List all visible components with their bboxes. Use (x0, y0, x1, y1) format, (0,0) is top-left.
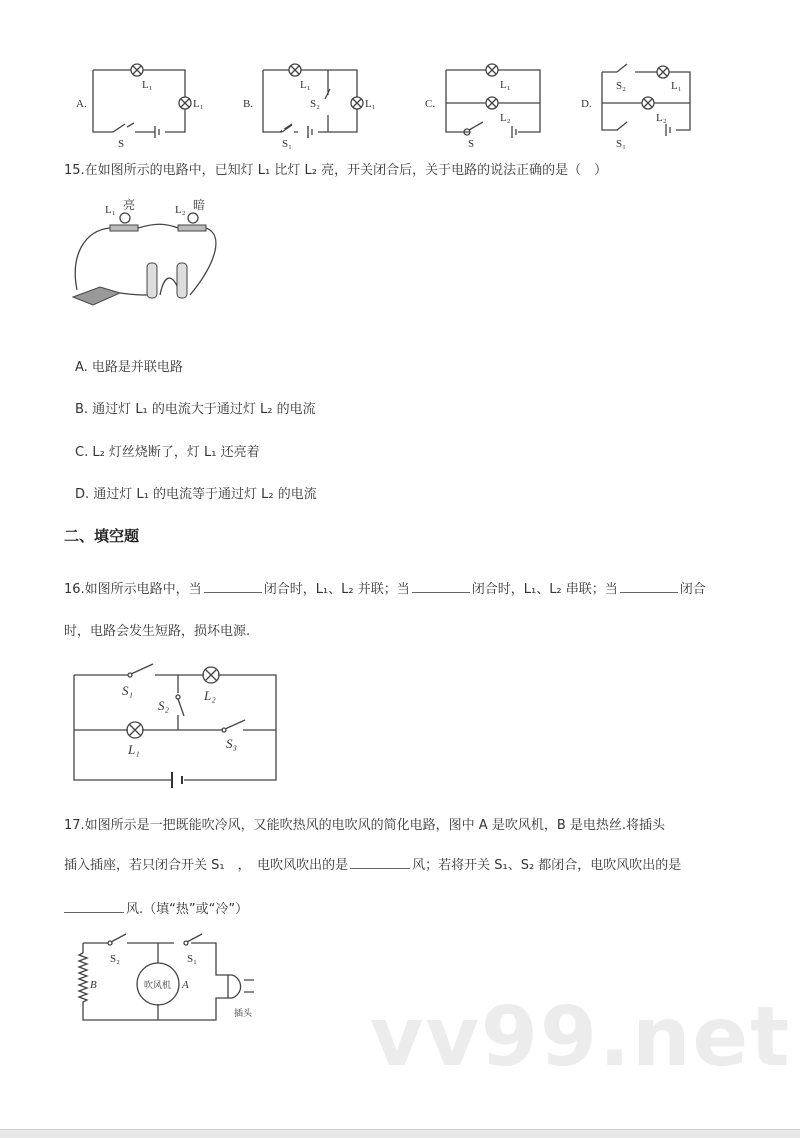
svg-text:亮: 亮 (123, 198, 136, 212)
battery-icon (172, 772, 182, 788)
answer-blank[interactable] (64, 900, 124, 913)
svg-text:暗: 暗 (193, 198, 206, 212)
q17-circuit (0, 920, 280, 1030)
svg-text:L₁: L₁ (193, 98, 204, 110)
svg-text:L₁: L₁ (300, 79, 311, 91)
svg-text:L₂: L₂ (175, 204, 186, 216)
answer-blank[interactable] (204, 580, 262, 593)
svg-text:S₃: S₃ (226, 736, 238, 751)
svg-text:C.: C. (425, 98, 436, 110)
svg-text:L₁: L₁ (142, 79, 153, 91)
bulb-icon (188, 213, 198, 223)
q15-option-a[interactable]: A. 电路是并联电路 (75, 360, 183, 375)
svg-text:S₁: S₁ (122, 683, 134, 698)
svg-text:A: A (182, 979, 189, 991)
q16-line1: 16.如图所示电路中，当 闭合时，L₁、L₂ 并联；当 闭合时，L₁、L₂ 串联；当 闭合 (64, 582, 706, 597)
svg-text:B: B (90, 979, 97, 991)
circuit-c (425, 64, 540, 150)
svg-text:S₂: S₂ (310, 98, 320, 110)
section-title: 二、填空题 (64, 527, 140, 545)
option-a-label: A. (76, 98, 87, 110)
battery-icon (177, 263, 187, 298)
answer-blank[interactable] (620, 580, 678, 593)
svg-text:L₁: L₁ (105, 204, 116, 216)
q16-line2: 时，电路会发生短路，损坏电源. (64, 624, 251, 639)
svg-text:S: S (468, 138, 475, 150)
svg-text:L₂: L₂ (204, 688, 216, 703)
svg-text:吹风机: 吹风机 (144, 980, 172, 990)
q17-line1: 17.如图所示是一把既能吹冷风，又能吹热风的电吹风的简化电路，图中 A 是吹风机，B 是电热丝.将插头 (64, 818, 666, 833)
q15-option-b[interactable]: B. 通过灯 L₁ 的电流大于通过灯 L₂ 的电流 (75, 402, 316, 417)
svg-text:S₁: S₁ (282, 138, 292, 150)
q16-circuit (0, 660, 300, 790)
svg-text:B.: B. (243, 98, 254, 110)
q14-circuit-options (0, 55, 800, 150)
svg-text:S₂: S₂ (616, 80, 626, 92)
q15-figure (65, 195, 235, 315)
svg-text:L₁: L₁ (671, 80, 682, 92)
answer-blank[interactable] (350, 856, 410, 869)
circuit-d (581, 64, 690, 150)
battery-icon (147, 263, 157, 298)
svg-text:L₂: L₂ (656, 112, 667, 124)
q15-option-d[interactable]: D. 通过灯 L₁ 的电流等于通过灯 L₂ 的电流 (75, 487, 317, 502)
circuit-b (243, 64, 376, 150)
svg-text:D.: D. (581, 98, 592, 110)
circuit-a (76, 64, 204, 150)
q15-option-c[interactable]: C. L₂ 灯丝烧断了，灯 L₁ 还亮着 (75, 445, 260, 460)
svg-text:L₁: L₁ (365, 98, 376, 110)
bulb-icon (120, 213, 130, 223)
svg-text:S₁: S₁ (616, 138, 626, 150)
svg-text:L₁: L₁ (500, 79, 511, 91)
svg-text:L₂: L₂ (500, 112, 511, 124)
heating-wire-icon (79, 953, 87, 1010)
watermark: vv99.net (370, 990, 792, 1085)
q17-line3: 风.（填“热”或“冷”） (64, 898, 248, 917)
svg-text:S₁: S₁ (187, 953, 197, 965)
q17-line2: 插入插座，若只闭合开关 S₁ ， 电吹风吹出的是 风；若将开关 S₁、S₂ 都闭合，电吹风吹出的是 (64, 858, 682, 873)
svg-text:S₂: S₂ (158, 698, 170, 713)
answer-blank[interactable] (412, 580, 470, 593)
svg-text:插头: 插头 (234, 1008, 253, 1018)
switch-icon (73, 287, 120, 305)
svg-text:S₂: S₂ (110, 953, 120, 965)
svg-text:S: S (118, 138, 125, 150)
svg-text:L₁: L₁ (128, 742, 140, 757)
plug-icon (228, 975, 254, 998)
q15-stem: 15.在如图所示的电路中，已知灯 L₁ 比灯 L₂ 亮，开关闭合后，关于电路的说法正确的是（ ） (64, 163, 608, 178)
